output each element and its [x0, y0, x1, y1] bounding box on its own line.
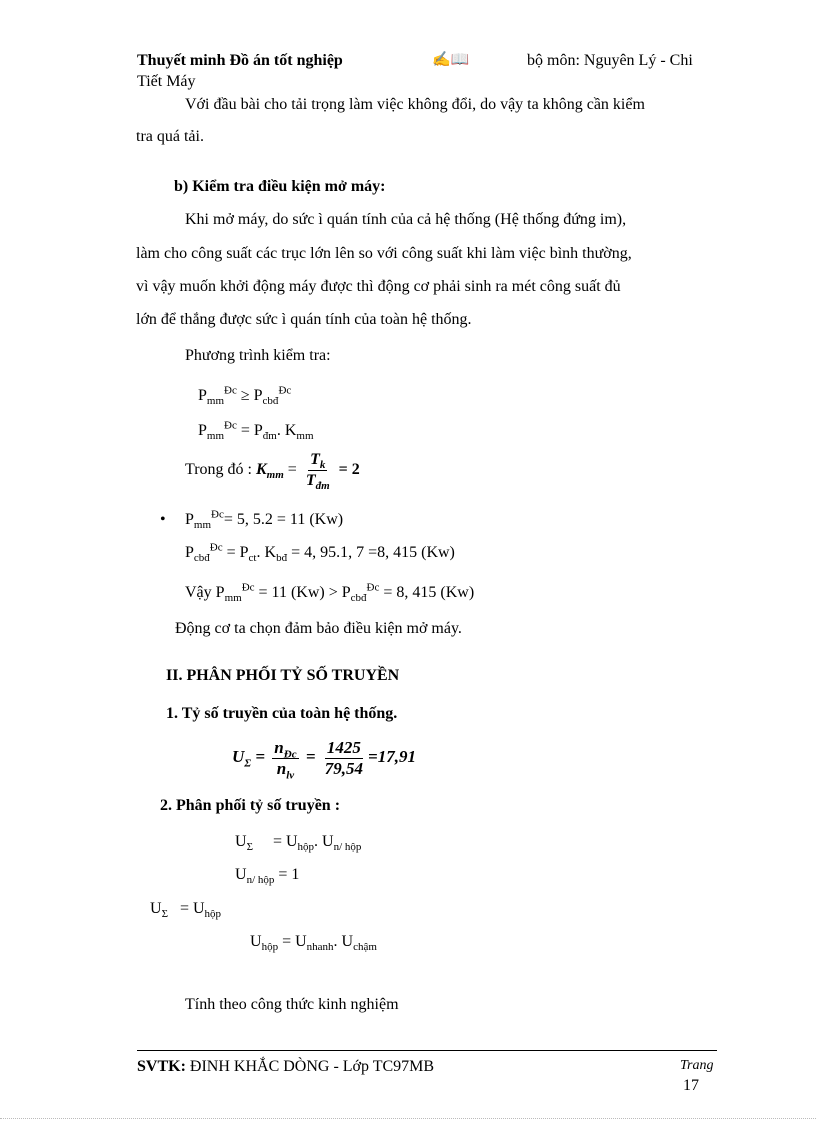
total-ratio-formula: $U_\Sigma$ = $\frac{n_{Đc}}{n_{lv}}$ = $\frac{1425}{79,54}$ =17,91: [232, 737, 416, 781]
para1-line2: tra quá tải.: [136, 128, 204, 145]
page-edge: [0, 1118, 816, 1119]
eq-total-split: $U_\Sigma$ = $U_{hộp}$. $U_{n/ hộp}$: [235, 833, 362, 854]
heading-b: b) Kiểm tra điều kiện mở máy:: [174, 178, 386, 195]
book-icon: ✍📖: [432, 52, 470, 68]
header-subject: bộ môn: Nguyên Lý - Chi: [527, 52, 693, 69]
para2-line1: Khi mở máy, do sức ì quán tính của cả hệ thống (Hệ thống đứng im),: [185, 211, 627, 228]
calc-comparison: Vậy $P_{mm}^{Đc} = 11$ $(Kw) > P_{cbđ}^{Đc} = 8$, 415 (Kw): [185, 581, 475, 605]
eq-total-gearbox: $U_\Sigma = U_{hộp}$: [150, 900, 222, 921]
check-eq-label: Phương trình kiểm tra:: [185, 347, 331, 364]
header-subject-cont: Tiết Máy: [137, 73, 196, 90]
subsection-2: 2. Phân phối tỷ số truyền :: [160, 797, 341, 814]
header-title: Thuyết minh Đồ án tốt nghiệp: [137, 52, 343, 69]
eq-external-ratio: $U_{n/ hộp} = 1$: [235, 866, 300, 887]
section-heading: II. PHÂN PHỐI TỶ SỐ TRUYỀN: [166, 667, 400, 684]
calc-start-power: $P_{mm}^{Đc}= 5$, 5.2 = 11 (Kw): [185, 508, 344, 532]
footer-author: SVTK: ĐINH KHẮC DÒNG - Lớp TC97MB: [137, 1058, 435, 1075]
eq-gearbox-split: $U_{hộp} = U_{nhanh}$. $U_{chậm}$: [250, 933, 377, 954]
para2-line2: làm cho công suất các trục lớn lên so với công suất khi làm việc bình thường,: [136, 245, 632, 262]
where-formula: Trong đó : $K_{mm}$ = $\frac{T_k}{T_{đm}}$ = 2: [185, 450, 360, 493]
footer-divider: [137, 1050, 717, 1051]
eq-start-power: $P_{mm}^{Đc} = P_{đm}$. $K_{mm}$: [198, 419, 314, 443]
eq-start-condition: $P_{mm}^{Đc} \ge P_{cbđ}^{Đc}$: [198, 384, 292, 408]
para2-line4: lớn để thắng được sức ì quán tính của toàn hệ thống.: [136, 311, 472, 328]
para2-line3: vì vậy muốn khởi động máy được thì động cơ phải sinh ra mét công suất đủ: [136, 278, 621, 295]
subsection-1: 1. Tỷ số truyền của toàn hệ thống.: [166, 705, 398, 722]
footer-page-number: 17: [683, 1077, 699, 1094]
bullet-dot: •: [160, 511, 166, 528]
conclusion: Động cơ ta chọn đảm bảo điều kiện mở máy.: [175, 620, 462, 637]
calc-required-power: $P_{cbđ}^{Đc} = P_{ct}$. $K_{bđ} = 4$, 95.1, 7 =8, 415 (Kw): [185, 541, 455, 565]
para1-line1: Với đầu bài cho tải trọng làm việc không đổi, do vậy ta không cần kiểm: [185, 96, 645, 113]
empirical-formula-label: Tính theo công thức kinh nghiệm: [185, 996, 399, 1013]
footer-page-label: Trang: [680, 1058, 714, 1073]
